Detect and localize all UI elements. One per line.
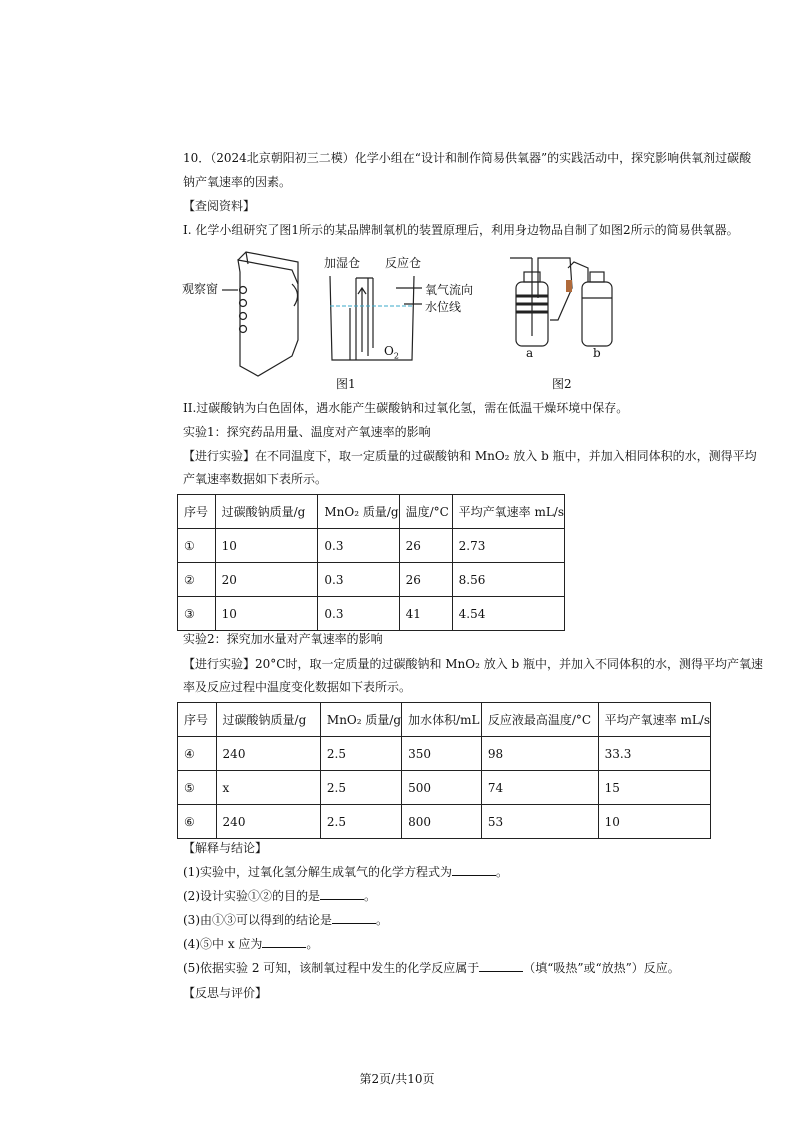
table-cell: ⑤ — [178, 771, 217, 805]
table-cell: 98 — [481, 737, 598, 771]
table-cell: 15 — [598, 771, 710, 805]
question-5: (5)依据实验 2 可知，该制氧过程中发生的化学反应属于 （填“吸热”或“放热”）反应。 — [183, 961, 680, 975]
table-cell: 8.56 — [452, 563, 564, 597]
table-cell: ③ — [178, 597, 216, 631]
answer-blank[interactable] — [320, 888, 364, 900]
caption-fig1: 图1 — [336, 377, 356, 391]
info-1: I. 化学小组研究了图1所示的某品牌制氧机的装置原理后，利用身边物品自制了如图2所示的简易供氧器。 — [183, 223, 739, 237]
table-cell: 2.5 — [320, 805, 401, 839]
table-cell: 26 — [399, 563, 452, 597]
label-bottle-a: a — [526, 346, 534, 360]
label-o2: $O_2$ — [384, 344, 399, 361]
section-lookup: 【查阅资料】 — [183, 199, 256, 213]
table-cell: 26 — [399, 529, 452, 563]
table-cell: 41 — [399, 597, 452, 631]
table-cell: 74 — [481, 771, 598, 805]
table-cell: 2.5 — [320, 737, 401, 771]
bottle-a-drawing — [510, 258, 548, 346]
table-header-cell: MnO₂ 质量/g — [318, 495, 399, 529]
table-header-cell: 反应液最高温度/°C — [481, 703, 598, 737]
table-row — [178, 737, 711, 771]
table-cell: ④ — [178, 737, 217, 771]
table-cell: 4.54 — [452, 597, 564, 631]
label-flow: 氧气流向 — [425, 283, 474, 297]
table-header-cell: 平均产氧速率 mL/s — [598, 703, 710, 737]
figure-area — [180, 248, 780, 396]
cross-section-drawing — [330, 276, 422, 360]
table-header-cell: MnO₂ 质量/g — [320, 703, 401, 737]
table-cell: 53 — [481, 805, 598, 839]
exp2-desc-2: 率及反应过程中温度变化数据如下表所示。 — [183, 680, 412, 694]
table-cell: 10 — [215, 597, 318, 631]
table-cell: ⑥ — [178, 805, 217, 839]
question-2: (2)设计实验①②的目的是 。 — [183, 889, 377, 903]
caption-fig2: 图2 — [552, 377, 572, 391]
table-header-cell: 序号 — [178, 495, 216, 529]
question-3: (3)由①③可以得到的结论是 。 — [183, 913, 389, 927]
table-cell: ① — [178, 529, 216, 563]
reflect-title: 【反思与评价】 — [183, 986, 268, 1000]
exp2-desc-1: 【进行实验】20°C时，取一定质量的过碳酸钠和 MnO₂ 放入 b 瓶中，并加入不同体积的水，测得平均产氧速 — [183, 657, 764, 671]
table-row — [178, 563, 565, 597]
info-2: II.过碳酸钠为白色固体，遇水能产生碳酸钠和过氧化氢，需在低温干燥环境中保存。 — [183, 401, 629, 415]
table-cell: 0.3 — [318, 529, 399, 563]
label-humidify: 加湿仓 — [324, 256, 361, 270]
table-header-cell: 平均产氧速率 mL/s — [452, 495, 564, 529]
table-header-cell: 加水体积/mL — [402, 703, 482, 737]
table-header-cell: 过碳酸钠质量/g — [216, 703, 320, 737]
answer-blank[interactable] — [262, 936, 306, 948]
conclusion-title: 【解释与结论】 — [183, 841, 268, 855]
table-cell: 800 — [402, 805, 482, 839]
table-header-cell: 序号 — [178, 703, 217, 737]
table-cell: 33.3 — [598, 737, 710, 771]
table-header-cell: 温度/°C — [399, 495, 452, 529]
table-cell: 10 — [215, 529, 318, 563]
table-cell: 0.3 — [318, 597, 399, 631]
table-cell: 2.73 — [452, 529, 564, 563]
exp1-desc-1: 【进行实验】在不同温度下，取一定质量的过碳酸钠和 MnO₂ 放入 b 瓶中，并加入相同体积的水，测得平均 — [183, 449, 757, 463]
table-cell: 500 — [402, 771, 482, 805]
answer-blank[interactable] — [332, 912, 376, 924]
table-header-row — [178, 703, 711, 737]
page-footer: 第2页/共10页 — [359, 1072, 435, 1086]
question-line-2: 钠产氧速率的因素。 — [183, 175, 292, 189]
question-line-1: 10．（2024北京朝阳初三二模）化学小组在“设计和制作简易供氧器”的实践活动中，探究影响供氧剂过碳酸 — [183, 151, 752, 165]
oxygen-machine-drawing — [222, 252, 298, 376]
answer-blank[interactable] — [452, 864, 496, 876]
bottle-b-drawing — [538, 258, 612, 346]
exp1-title: 实验1：探究药品用量、温度对产氧速率的影响 — [183, 425, 431, 439]
table-cell: 240 — [216, 737, 320, 771]
table-cell: 240 — [216, 805, 320, 839]
answer-blank[interactable] — [479, 960, 523, 972]
table-cell: 350 — [402, 737, 482, 771]
table-row — [178, 529, 565, 563]
label-window: 观察窗 — [182, 282, 219, 296]
table-cell: 20 — [215, 563, 318, 597]
question-4: (4)⑤中 x 应为 。 — [183, 937, 319, 951]
rubber-tube — [566, 280, 572, 292]
exp2-table — [177, 702, 711, 839]
label-reaction: 反应仓 — [385, 256, 422, 270]
table-row — [178, 805, 711, 839]
apparatus-figure — [180, 248, 780, 396]
table-row — [178, 597, 565, 631]
exp1-desc-2: 产氧速率数据如下表所示。 — [183, 472, 328, 486]
exp2-title: 实验2：探究加水量对产氧速率的影响 — [183, 632, 383, 646]
table-cell: x — [216, 771, 320, 805]
question-1: (1)实验中，过氧化氢分解生成氧气的化学方程式为 。 — [183, 865, 509, 879]
table-cell: ② — [178, 563, 216, 597]
table-header-cell: 过碳酸钠质量/g — [215, 495, 318, 529]
table-row — [178, 771, 711, 805]
table-header-row — [178, 495, 565, 529]
table-cell: 2.5 — [320, 771, 401, 805]
exp1-table — [177, 494, 565, 631]
label-water: 水位线 — [425, 300, 462, 314]
label-bottle-b: b — [593, 346, 601, 360]
table-cell: 10 — [598, 805, 710, 839]
table-cell: 0.3 — [318, 563, 399, 597]
